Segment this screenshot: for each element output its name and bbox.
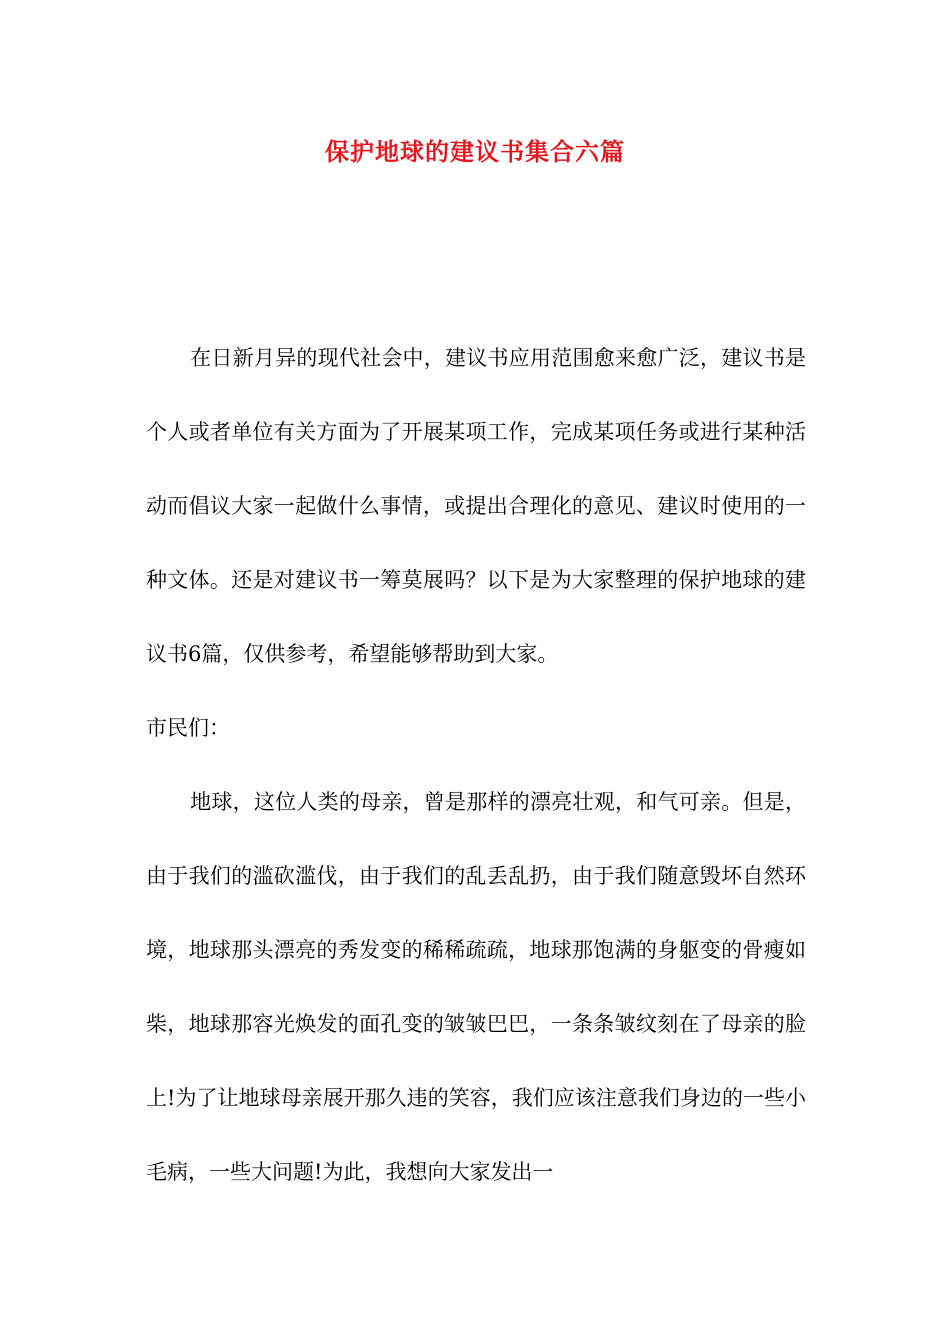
intro-paragraph: 在日新月异的现代社会中，建议书应用范围愈来愈广泛，建议书是个人或者单位有关方面为了开展某项工作，完成某项任务或进行某种活动而倡议大家一起做什么事情，或提出合理化的意见、建议时使用的一种文体。还是对建议书一筹莫展吗？以下是为大家整理的保护地球的建议书6篇，仅供参考，希望能够帮助到大家。 — [146, 346, 806, 666]
document-title: 保护地球的建议书集合六篇 — [325, 138, 625, 166]
document-body — [146, 321, 806, 1209]
body-paragraph: 地球，这位人类的母亲，曾是那样的漂亮壮观，和气可亲。但是，由于我们的滥砍滥伐，由于我们的乱丢乱扔，由于我们随意毁坏自然环境，地球那头漂亮的秀发变的稀稀疏疏，地球那饱满的身躯变的骨瘦如柴，地球那容光焕发的面孔变的皱皱巴巴，一条条皱纹刻在了母亲的脸上!为了让地球母亲展开那久违的笑容，我们应该注意我们身边的一些小毛病，一些大问题!为此，我想向大家发出一 — [146, 790, 806, 1184]
salutation: 市民们： — [146, 716, 230, 740]
